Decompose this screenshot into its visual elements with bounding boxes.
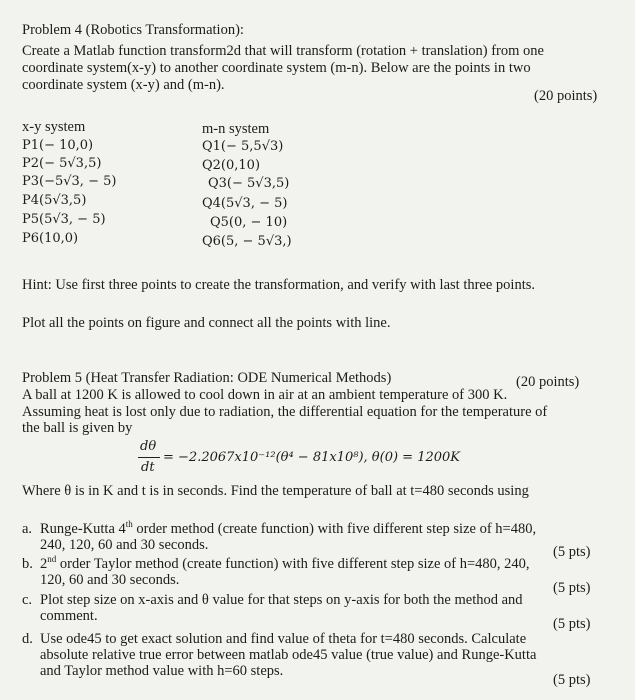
problem4-plot: Plot all the points on figure and connect all the points with line. — [22, 315, 391, 331]
problem5-points: (20 points) — [516, 374, 580, 390]
problem4-title: Problem 4 (Robotics Transformation): — [22, 22, 244, 38]
item-d-points: (5 pts) — [553, 672, 591, 688]
item-b-line2: 120, 60 and 30 seconds. — [40, 572, 180, 588]
item-c-line2: comment. — [40, 608, 98, 624]
problem4-desc-line2: coordinate system(x-y) to another coordinate system (m-n). Below are the points in two — [22, 60, 531, 76]
item-a-line1: Runge-Kutta 4th order method (create function) with five different step size of h=480, — [40, 519, 537, 537]
equation-numerator: dθ — [140, 439, 157, 454]
xy-header: x-y system — [22, 119, 86, 135]
item-d-line3: and Taylor method value with h=60 steps. — [40, 663, 284, 679]
item-c-letter: c. — [22, 592, 33, 608]
equation-rhs: = −2.2067x10⁻¹²(θ⁴ − 81x10⁸), θ(0) = 1200K — [163, 450, 460, 465]
mn-point: Q5(0, − 10) — [210, 215, 288, 230]
item-a-line2: 240, 120, 60 and 30 seconds. — [40, 537, 209, 553]
mn-point: Q6(5, − 5√3,) — [202, 234, 292, 249]
item-b-line1: 2nd order Taylor method (create function) with five different step size of h=480, 240, — [40, 554, 530, 572]
xy-point: P4(5√3,5) — [22, 193, 87, 208]
problem4-desc-line3: coordinate system (x-y) and (m-n). — [22, 77, 225, 93]
xy-point: P2(− 5√3,5) — [22, 156, 102, 171]
problem5-where: Where θ is in K and t is in seconds. Find the temperature of ball at t=480 seconds using — [22, 483, 529, 499]
mn-point: Q3(− 5√3,5) — [208, 176, 290, 191]
item-a-letter: a. — [22, 521, 33, 537]
problem5-line3: the ball is given by — [22, 420, 133, 436]
item-b-letter: b. — [22, 556, 33, 572]
item-d-letter: d. — [22, 631, 33, 647]
problem5-line1: A ball at 1200 K is allowed to cool down in air at an ambient temperature of 300 K. — [22, 387, 508, 403]
problem5-title: Problem 5 (Heat Transfer Radiation: ODE Numerical Methods) — [22, 370, 392, 386]
mn-header: m-n system — [202, 121, 270, 137]
item-b-points: (5 pts) — [553, 580, 591, 596]
equation-denominator: dt — [141, 460, 155, 475]
problem4-points: (20 points) — [534, 88, 598, 104]
xy-point: P6(10,0) — [22, 231, 79, 246]
item-d-line2: absolute relative true error between matlab ode45 value (true value) and Runge-Kutta — [40, 647, 537, 663]
xy-point: P5(5√3, − 5) — [22, 212, 106, 227]
mn-point: Q4(5√3, − 5) — [202, 196, 288, 211]
problem5-line2: Assuming heat is lost only due to radiation, the differential equation for the temperature of — [22, 404, 548, 420]
item-a-points: (5 pts) — [553, 544, 591, 560]
problem4-hint: Hint: Use first three points to create the transformation, and verify with last three points. — [22, 277, 536, 293]
mn-point: Q1(− 5,5√3) — [202, 139, 284, 154]
xy-point: P3(−5√3, − 5) — [22, 174, 117, 189]
problem4-desc-line1: Create a Matlab function transform2d that will transform (rotation + translation) from one — [22, 43, 544, 59]
item-c-points: (5 pts) — [553, 616, 591, 632]
xy-point: P1(− 10,0) — [22, 138, 94, 153]
fraction-bar — [138, 457, 160, 458]
item-d-line1: Use ode45 to get exact solution and find value of theta for t=480 seconds. Calculate — [40, 631, 527, 647]
mn-point: Q2(0,10) — [202, 158, 261, 173]
item-c-line1: Plot step size on x-axis and θ value for that steps on y-axis for both the method and — [40, 592, 523, 608]
